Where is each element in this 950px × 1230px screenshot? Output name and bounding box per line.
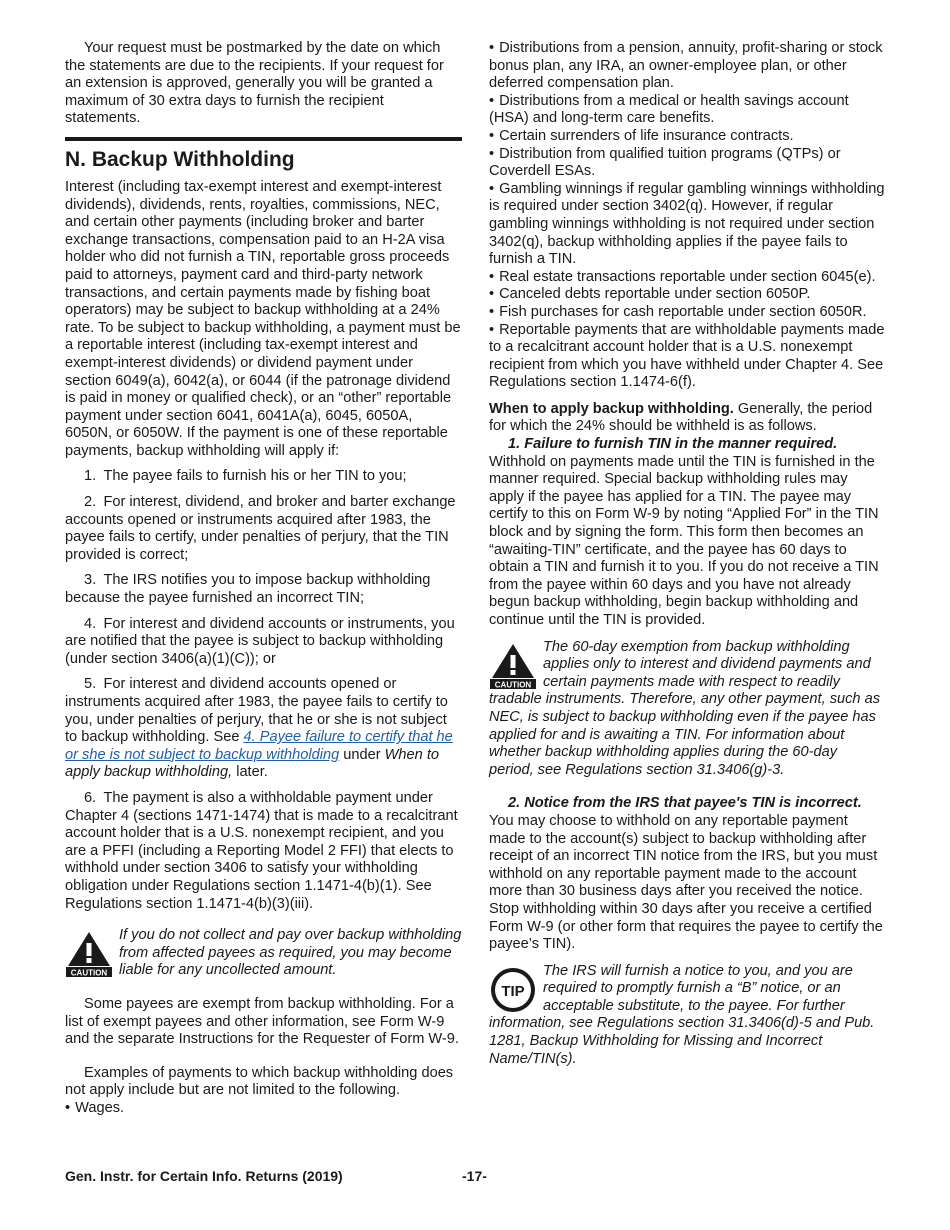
list-item-6: 6. The payment is also a withholdable payment under Chapter 4 (sections 1471-1474) that is made to a recalcitrant account holder that is a U.S. nonexempt recipient, and you are a PFFI (including a Reporting Model 2 FFI) that elects to withhold under section 3406 to satisfy your withholding obligation under Regulations section 1.1471-4(b)(1). See Regulations section 1.1471-4(b)(3)(iii). — [65, 789, 458, 912]
right-column — [489, 40, 885, 1068]
tip-callout — [489, 963, 885, 1069]
exempt-paragraph: Some payees are exempt from backup withholding. For a list of exempt payees and other information, see Form W-9 and the separate Instructions for the Requester of Form W-9. — [65, 995, 459, 1048]
subsection-1-title: 1. Failure to furnish TIN in the manner required. — [508, 436, 838, 453]
subsection-2-text: You may choose to withhold on any reportable payment made to the account(s) subject to backup withholding after receipt of an incorrect TIN notice from the IRS, but you must withhold on any reportable payment made to the account more than 30 business days after you received the notice. Stop withholding within 30 days after you receive a certified Form W-9 (or other form that requires the payee to certify the payee’s TIN). — [489, 812, 883, 953]
caution-callout — [65, 927, 462, 980]
when-to-apply-heading: When to apply backup withholding. — [489, 400, 734, 417]
section-heading: N. Backup Withholding — [65, 147, 295, 171]
list-item-2: 2. For interest, dividend, and broker and barter exchange accounts opened or instruments acquired after 1983, the payee fails to certify, under penalties of perjury, that the TIN provided is correct; — [65, 494, 456, 563]
section-divider — [65, 137, 462, 141]
bullet-item: • Reportable payments that are withholdable payments made to a recalcitrant account holder that is a U.S. nonexempt recipient from which you have withheld under Chapter 4. See Regulations section 1.1474-6(f). — [489, 322, 885, 392]
extension-paragraph: Your request must be postmarked by the date on which the statements are due to the recipients. If your request for an extension is approved, generally you will be granted a maximum of 30 extra days to furnish the recipient statements. — [65, 40, 444, 127]
bullet-item: • Distributions from a medical or health savings account (HSA) and long-term care benefits. — [489, 93, 885, 128]
list-item-5-end: later. — [232, 764, 268, 781]
list-item-5 — [65, 676, 462, 782]
left-column — [65, 40, 462, 1117]
bullet-item: • Canceled debts reportable under section 6050P. — [489, 286, 885, 304]
when-to-apply-text: Generally, the period for which the 24% should be withheld is as follows. — [489, 400, 873, 435]
payee-failure-link[interactable]: 4. Payee failure to certify that he or she is not subject to backup withholding — [65, 729, 453, 763]
list-item-3: 3. The IRS notifies you to impose backup withholding because the payee furnished an incorrect TIN; — [65, 572, 431, 607]
bullet-item: • Certain surrenders of life insurance contracts. — [489, 128, 885, 146]
examples-paragraph: Examples of payments to which backup withholding does not apply include but are not limited to the following. — [65, 1064, 454, 1099]
interest-paragraph: Interest (including tax-exempt interest and exempt-interest dividends), dividends, rents, royalties, commissions, NEC, and certain other payments (including broker and barter exchange transactions, compensation paid to an H-2A visa holder who did not furnish a TIN, reportable gross proceeds paid to attorneys, payment card and third-party network transactions, and certain payments made by fishing boat operators) may be subject to backup withholding at a 24% rate. To be subject to backup withholding, a payment must be a reportable interest (including tax-exempt interest and exempt-interest dividends) or dividend payment under section 6049(a), 6042(a), or 6044 (if the patronage dividend is paid in money or qualified check), or an “other” reportable payment under section 6041, 6041A(a), 6045, 6050A, 6050N, or 6050W. If the payment is one of these reportable payments, backup withholding will apply if: — [65, 178, 461, 459]
list-item-5-text: 5. For interest and dividend accounts opened or instruments acquired after 1983, the payee fails to certify to you, under penalties of perjury, that he or she is not subject to backup withholding. See — [65, 676, 448, 746]
list-item-1: 1. The payee fails to furnish his or her TIN to you; — [84, 468, 407, 485]
bullet-item: • Distribution from qualified tuition programs (QTPs) or Coverdell ESAs. — [489, 146, 885, 181]
list-item-5-italic: When to apply backup withholding, — [65, 746, 439, 781]
caution-callout-2 — [489, 639, 885, 780]
when-to-apply-paragraph — [489, 401, 885, 436]
footer-title: Gen. Instr. for Certain Info. Returns (2019) — [65, 1168, 343, 1184]
caution-text: If you do not collect and pay over backup withholding from affected payees as required, you may become liable for any uncollected amount. — [119, 927, 462, 979]
tip-text: The IRS will furnish a notice to you, and you are required to promptly furnish a “B” notice, or an acceptable substitute, to the payee. For further information, see Regulations section 31.3406(d)-5 and Pub. 1281, Backup Withholding for Missing and Incorrect Name/TIN(s). — [489, 962, 875, 1067]
bullet-wages: • Wages. — [65, 1100, 462, 1118]
bullet-item: • Fish purchases for cash reportable under section 6050R. — [489, 304, 885, 322]
list-item-4: 4. For interest and dividend accounts or instruments, you are notified that the payee is subject to backup withholding (under section 3406(a)(1)(C)); or — [65, 615, 455, 667]
list-item-5-mid: under — [339, 746, 385, 763]
bullet-item: • Distributions from a pension, annuity, profit-sharing or stock bonus plan, any IRA, an owner-employee plan, or other deferred compensation plan. — [489, 40, 885, 93]
bullet-item: • Real estate transactions reportable under section 6045(e). — [489, 269, 885, 287]
tip-icon — [489, 966, 537, 1014]
subsection-2-title: 2. Notice from the IRS that payee's TIN is incorrect. — [508, 795, 862, 812]
caution-icon — [65, 930, 113, 978]
bullet-item: • Gambling winnings if regular gambling winnings withholding is required under section 3402(q). However, if regular gambling winnings withholding is not required under section 3402(q), backup withholding applies if the payee fails to furnish a TIN. — [489, 181, 885, 269]
tip-label: TIP — [501, 982, 525, 1000]
caution-label: CAUTION — [494, 680, 532, 690]
page-number: -17- — [462, 1168, 487, 1184]
caution-icon — [489, 642, 537, 690]
caution-label: CAUTION — [70, 968, 108, 978]
caution-text-2: The 60-day exemption from backup withholding applies only to interest and dividend payments and certain payments made with respect to readily tradable instruments. Therefore, any other payment, such as NEC, is subject to backup withholding even if the payee has applied for and is awaiting a TIN. For information about whether backup withholding applies during the 60-day period, see Regulations section 31.3406(g)-3. — [489, 638, 880, 778]
subsection-1-text: Withhold on payments made until the TIN is furnished in the manner required. Special backup withholding rules may apply if the payee has applied for a TIN. The payee may certify to this on Form W-9 by noting “Applied For” in the TIN block and by signing the form. This form then becomes an “awaiting-TIN” certificate, and the payee has 60 days to obtain a TIN and furnish it to you. If you do not receive a TIN from the payee within 60 days and you have not already begun backup withholding, begin backup withholding and continue until the TIN is provided. — [489, 453, 879, 628]
